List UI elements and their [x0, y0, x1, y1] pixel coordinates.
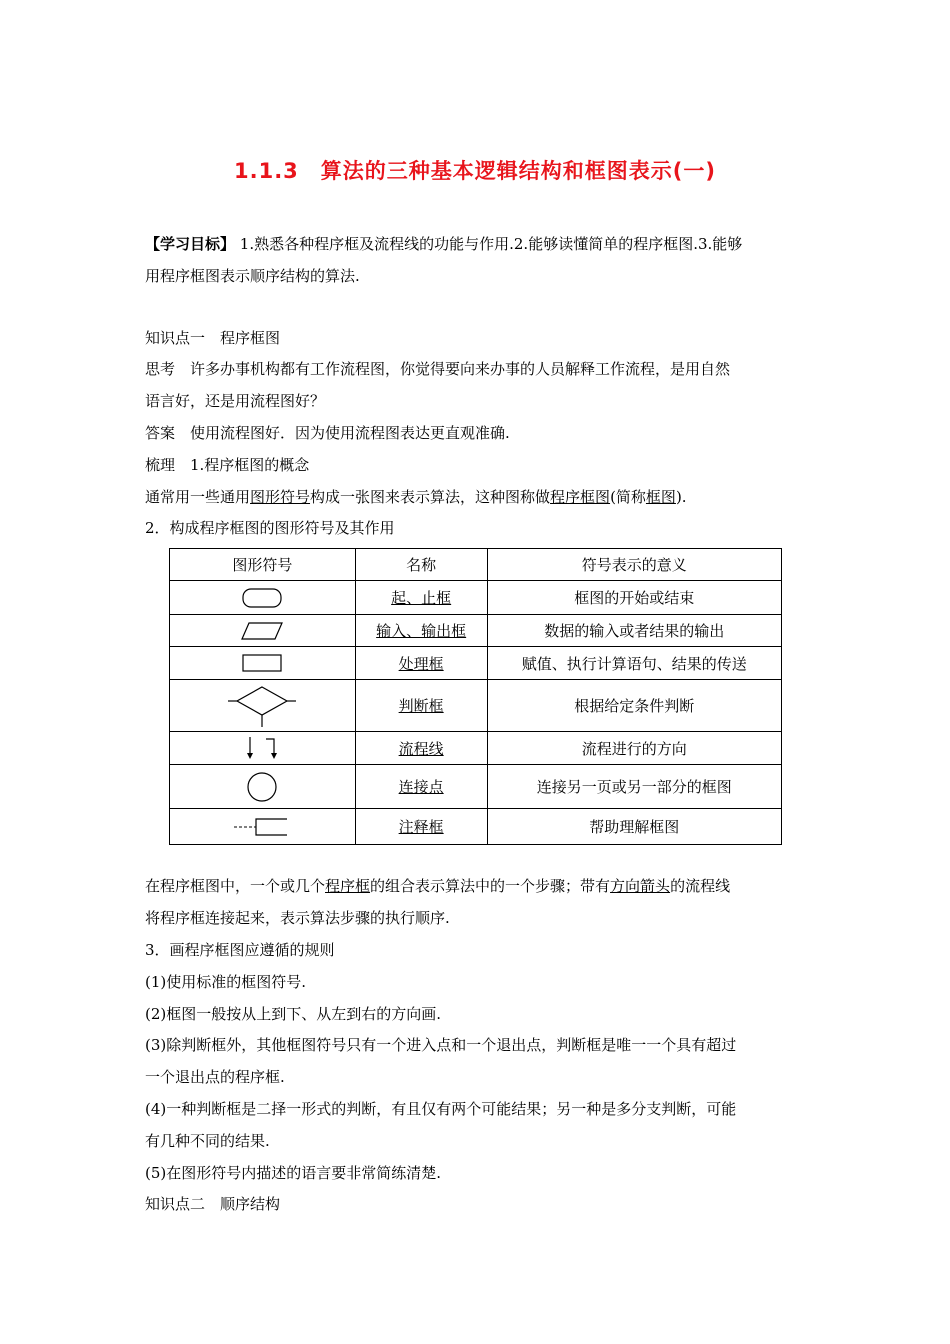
- meaning-cell: 流程进行的方向: [487, 732, 781, 765]
- symbol-cell: [170, 765, 356, 809]
- answer-line: 答案 使用流程图好．因为使用流程图表达更直观准确.: [145, 424, 510, 442]
- after-blank-direction-arrow: 方向箭头: [610, 877, 671, 895]
- meaning-cell: 框图的开始或结束: [487, 581, 781, 615]
- name-cell: [355, 765, 487, 809]
- connector-circle-icon: [245, 770, 279, 804]
- after-text-a: 在程序框图中，一个或几个: [145, 877, 326, 895]
- rule-3-line-1: (3)除判断框外，其他框图符号只有一个进入点和一个退出点，判断框是唯一一个具有超过: [145, 1036, 737, 1054]
- comment-bracket-icon: [232, 815, 292, 839]
- symbol-cell: [170, 615, 356, 647]
- rule-1: (1)使用标准的框图符号.: [145, 973, 307, 991]
- after-blank-program-box: 程序框: [325, 877, 371, 895]
- def-text-a: 通常用一些通用: [145, 488, 251, 506]
- definition-line: [145, 481, 687, 513]
- def-blank-program-flowchart: 程序框图: [550, 488, 611, 506]
- name-cell: [355, 732, 487, 765]
- meaning-cell: 帮助理解框图: [487, 809, 781, 845]
- name-cell: [355, 809, 487, 845]
- table-row: [170, 615, 782, 647]
- table-row: [170, 680, 782, 732]
- rule-4-line-2: 有几种不同的结果.: [145, 1132, 270, 1150]
- objectives-text-1: 1.熟悉各种程序框及流程线的功能与作用.2.能够读懂简单的程序框图.3.能够: [239, 235, 743, 253]
- row-name: 输入、输出框: [376, 622, 467, 640]
- symbol-cell: [170, 680, 356, 732]
- def-blank-graphic-symbol: 图形符号: [250, 488, 311, 506]
- row-name: 判断框: [398, 697, 444, 715]
- objectives-line-2: 用程序框图表示顺序结构的算法.: [145, 267, 360, 285]
- header-meaning: 符号表示的意义: [487, 549, 781, 581]
- rule-5: (5)在图形符号内描述的语言要非常简练清楚.: [145, 1164, 442, 1182]
- row-name: 注释框: [398, 818, 444, 836]
- item3-line: 3．画程序框图应遵循的规则: [145, 941, 335, 959]
- header-symbol: 图形符号: [170, 549, 356, 581]
- objectives-line-1: [145, 228, 742, 260]
- page-title: 1.1.3 算法的三种基本逻辑结构和框图表示(一): [234, 159, 716, 183]
- symbol-cell: [170, 581, 356, 615]
- def-blank-flowchart: 框图: [645, 488, 676, 506]
- symbol-cell: [170, 809, 356, 845]
- after-text-c: 的流程线: [670, 877, 731, 895]
- row-name: 流程线: [398, 739, 444, 758]
- name-cell: [355, 647, 487, 680]
- table-row: [170, 809, 782, 845]
- kp1-heading: 知识点一 程序框图: [145, 329, 281, 347]
- after-para-line-2: 将程序框连接起来，表示算法步骤的执行顺序.: [145, 909, 450, 927]
- name-cell: [355, 680, 487, 732]
- after-para-line-1: [145, 870, 730, 902]
- def-text-d: ).: [675, 488, 687, 506]
- table-row: [170, 732, 782, 765]
- header-name: 名称: [355, 549, 487, 581]
- kp2-heading: 知识点二 顺序结构: [145, 1195, 281, 1213]
- row-name: 处理框: [398, 654, 444, 673]
- name-cell: [355, 615, 487, 647]
- think-line-2: 语言好，还是用流程图好？: [145, 392, 326, 410]
- def-text-c: (简称: [610, 488, 646, 506]
- after-text-b: 的组合表示算法中的一个步骤；带有: [370, 877, 611, 895]
- row-name: 连接点: [398, 778, 444, 796]
- symbol-cell: [170, 732, 356, 765]
- flowline-arrows-icon: [242, 735, 282, 761]
- name-cell: [355, 581, 487, 615]
- item2-line: 2．构成程序框图的图形符号及其作用: [145, 519, 395, 537]
- rule-4-line-1: (4)一种判断框是二择一形式的判断，有且仅有两个可能结果；另一种是多分支判断，可能: [145, 1100, 737, 1118]
- io-parallelogram-icon: [239, 620, 285, 642]
- process-rectangle-icon: [240, 652, 284, 674]
- table-row: [170, 581, 782, 615]
- rule-2: (2)框图一般按从上到下、从左到右的方向画.: [145, 1005, 442, 1023]
- meaning-cell: 连接另一页或另一部分的框图: [487, 765, 781, 809]
- rule-3-line-2: 一个退出点的程序框.: [145, 1068, 285, 1086]
- decision-diamond-icon: [227, 684, 297, 728]
- symbols-table: [169, 548, 782, 845]
- meaning-cell: 赋值、执行计算语句、结果的传送: [487, 647, 781, 680]
- think-line-1: 思考 许多办事机构都有工作流程图，你觉得要向来办事的人员解释工作流程，是用自然: [145, 360, 731, 378]
- terminal-oval-icon: [240, 586, 284, 610]
- table-header-row: [170, 549, 782, 581]
- objectives-tag: 【学习目标】: [145, 235, 236, 253]
- table-row: [170, 647, 782, 680]
- table-row: [170, 765, 782, 809]
- row-name: 起、止框: [391, 589, 452, 607]
- meaning-cell: 根据给定条件判断: [487, 680, 781, 732]
- meaning-cell: 数据的输入或者结果的输出: [487, 615, 781, 647]
- def-text-b: 构成一张图来表示算法，这种图称做: [310, 488, 551, 506]
- symbol-cell: [170, 647, 356, 680]
- sort-line: 梳理 1.程序框图的概念: [145, 456, 310, 474]
